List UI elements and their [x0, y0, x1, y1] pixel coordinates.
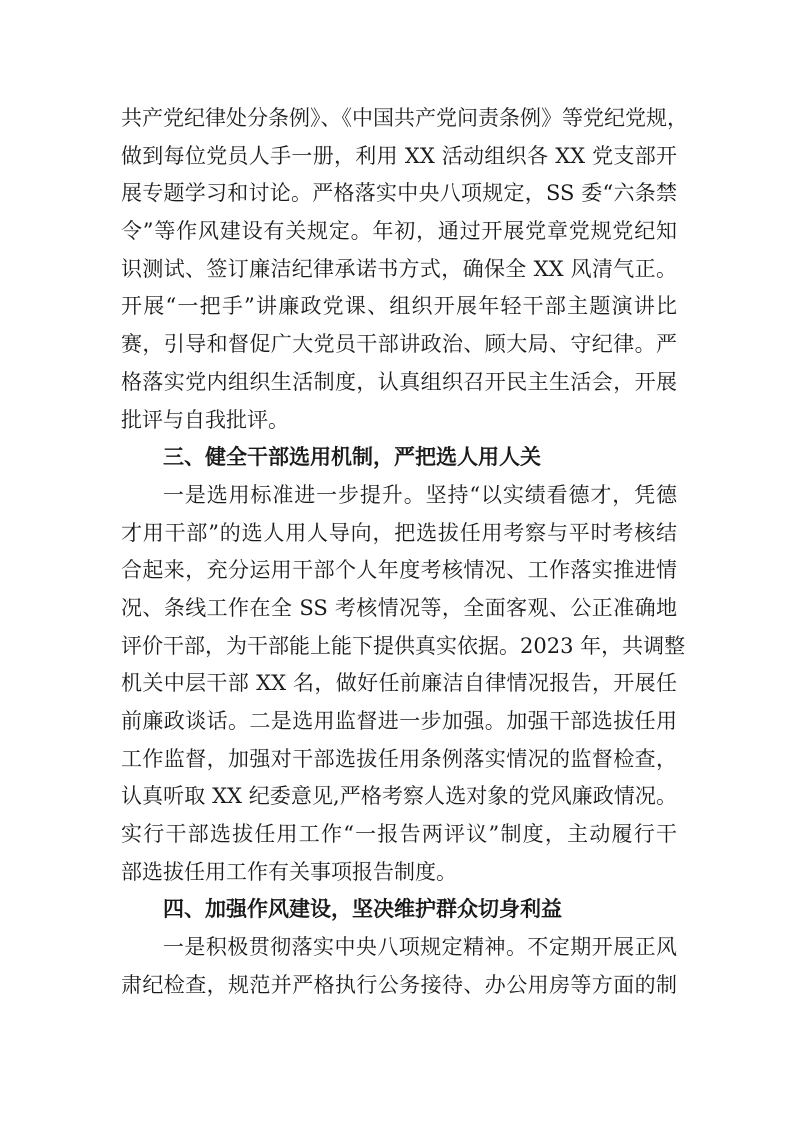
text-line: 部选拔任用工作有关事项报告制度。: [121, 859, 457, 884]
text-line: 肃纪检查，规范并严格执行公务接待、办公用房等方面的制: [121, 972, 677, 997]
text-line: 认真听取 XX 纪委意见,严格考察人选对象的党风廉政情况。: [121, 784, 677, 809]
text-line: 赛，引导和督促广大党员干部讲政治、顾大局、守纪律。严: [121, 332, 677, 357]
text-line: 前廉政谈话。二是选用监督进一步加强。加强干部选拔任用: [121, 709, 677, 733]
text-line: 令”等作风建设有关规定。年初，通过开展党章党规党纪知: [121, 219, 677, 244]
text-line: 识测试、签订廉洁纪律承诺书方式，确保全 XX 风清气正。: [121, 256, 677, 281]
text-line: 机关中层干部 XX 名，做好任前廉洁自律情况报告，开展任: [121, 671, 677, 696]
text-line: 做到每位党员人手一册，利用 XX 活动组织各 XX 党支部开: [121, 143, 677, 168]
text-line: 展专题学习和讨论。严格落实中央八项规定，SS 委“六条禁: [121, 181, 677, 206]
text-line: 共产党纪律处分条例》、《中国共产党问责条例》等党纪党规，: [121, 106, 688, 130]
text-line: 批评与自我批评。: [121, 407, 289, 432]
text-line: 格落实党内组织生活制度，认真组织召开民主生活会，开展: [121, 369, 677, 394]
text-line: 实行干部选拔任用工作“一报告两评议”制度，主动履行干: [121, 822, 677, 847]
text-line: 评价干部，为干部能上能下提供真实依据。2023 年，共调整: [121, 633, 686, 658]
text-line: 一是选用标准进一步提升。坚持“以实绩看德才，凭德: [163, 482, 677, 507]
text-line: 才用干部”的选人用人导向，把选拔任用考察与平时考核结: [121, 520, 677, 545]
section-heading: 四、加强作风建设，坚决维护群众切身利益: [163, 897, 562, 922]
text-line: 况、条线工作在全 SS 考核情况等，全面客观、公正准确地: [121, 595, 677, 620]
text-line: 一是积极贯彻落实中央八项规定精神。不定期开展正风: [163, 935, 677, 960]
section-heading: 三、健全干部选用机制，严把选人用人关: [163, 445, 541, 470]
text-line: 开展“一把手”讲廉政党课、组织开展年轻干部主题演讲比: [121, 294, 677, 319]
document-page-body: [121, 100, 688, 1005]
text-line: 工作监督，加强对干部选拔任用条例落实情况的监督检查，: [121, 746, 677, 771]
text-line: 合起来，充分运用干部个人年度考核情况、工作落实推进情: [121, 558, 677, 583]
